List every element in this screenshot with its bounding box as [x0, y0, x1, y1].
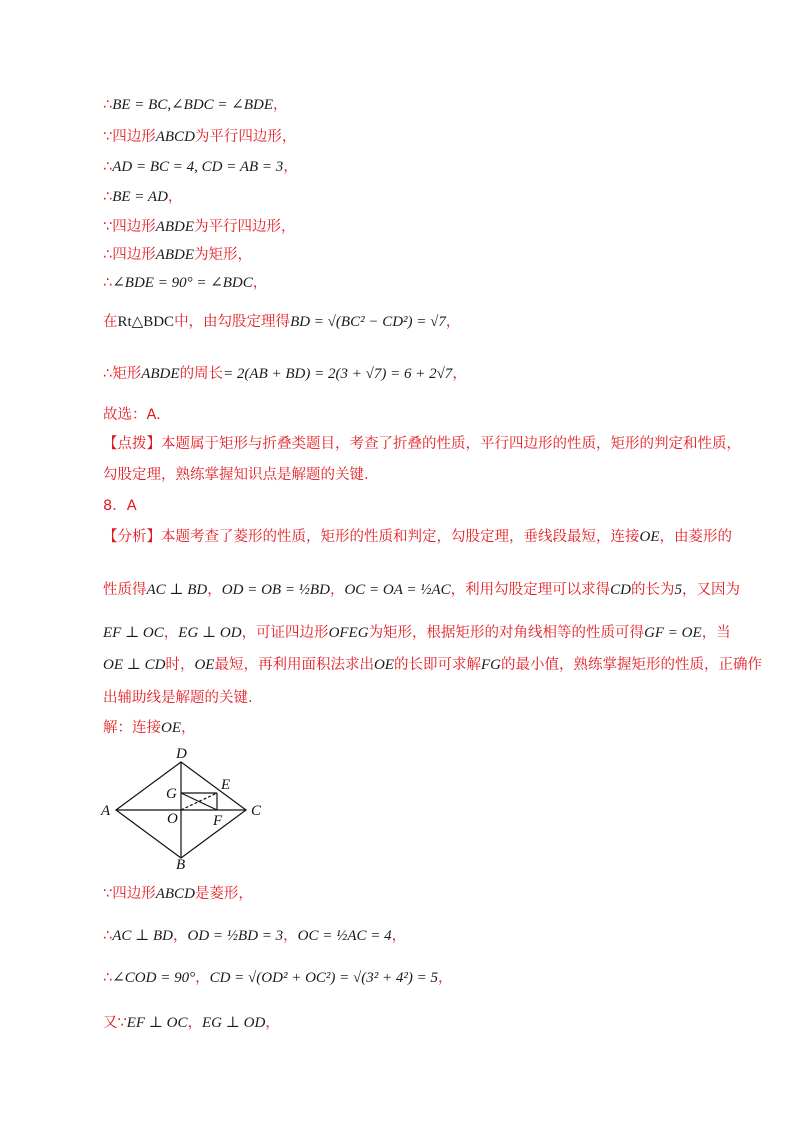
math-expr: OE [373, 657, 394, 673]
dianbo-tag: 【点拨】 [103, 436, 161, 452]
line-suffix: ， [181, 720, 196, 736]
line-prefix: ∵四边形 [103, 129, 156, 145]
math-expr: GF = OE [644, 625, 702, 641]
math-expr: EF ⊥ OC [126, 1015, 188, 1031]
math-expr: OFEG [328, 625, 369, 641]
label-d: D [176, 746, 187, 762]
proof-line-2 [103, 127, 296, 147]
math-expr: ABCD [155, 886, 195, 902]
answer-line: 故选：A. [103, 407, 161, 423]
perimeter-line [103, 364, 467, 384]
proof-line-7 [103, 273, 267, 293]
proof-line-1 [103, 95, 288, 115]
label-e: E [221, 777, 231, 793]
math-expr: BE = BC,∠BDC = ∠BDE [112, 97, 274, 113]
math-expr: ABDE [155, 219, 195, 235]
math-expr: EG ⊥ OD [202, 1015, 266, 1031]
dianbo-line-2: 勾股定理，熟练掌握知识点是解题的关键. [103, 467, 369, 483]
fenxi-tag: 【分析】 [103, 529, 161, 545]
math-expr: ∠BDE = 90° = ∠BDC [112, 275, 253, 291]
fenxi-line-3 [103, 623, 731, 643]
math-expr: AC ⊥ BD [112, 928, 174, 944]
line-suffix: 为矩形， [194, 247, 253, 263]
proof-line-5 [103, 217, 296, 237]
fenxi-text: ， [329, 582, 345, 598]
math-expr: ABDE [155, 247, 195, 263]
label-c: C [251, 803, 262, 819]
fenxi-line-4 [103, 655, 762, 675]
math-expr: Rt△BDC [117, 314, 175, 330]
fenxi-text: ，又因为 [682, 582, 741, 598]
line-suffix: 为平行四边形， [194, 129, 297, 145]
line-suffix: ， [283, 159, 298, 175]
solution-line-2 [103, 926, 406, 946]
math-expr: OD = ½BD = 3 [187, 928, 284, 944]
fenxi-text: ，当 [701, 625, 731, 641]
fenxi-text: 的最小值，熟练掌握矩形的性质，正确作 [500, 657, 762, 673]
fenxi-text: 为矩形，根据矩形的对角线相等的性质可得 [368, 625, 645, 641]
math-expr: CD = √(OD² + OC²) = √(3² + 4²) = 5 [209, 970, 438, 986]
math-expr: OD = OB = ½BD [221, 582, 330, 598]
line-prefix: 解：连接 [103, 720, 161, 736]
line-suffix: ， [167, 189, 183, 205]
dianbo-text: 本题属于矩形与折叠类题目，考查了折叠的性质，平行四边形的性质，矩形的判定和性质， [161, 436, 741, 452]
fenxi-text: 的长为 [631, 582, 675, 598]
fenxi-line-1 [103, 527, 732, 547]
rhombus-diagram [96, 745, 271, 870]
solution-line [103, 718, 196, 738]
line-prefix: ∴ [103, 275, 113, 291]
line-suffix: ， [252, 275, 268, 291]
label-o: O [167, 811, 178, 827]
math-expr: OC = ½AC = 4 [297, 928, 392, 944]
proof-line-3 [103, 157, 298, 177]
line-suffix: ， [445, 314, 461, 330]
line-suffix: 是菱形， [194, 886, 253, 902]
line-text: ， [283, 928, 298, 944]
pythagoras-line [103, 312, 460, 332]
math-expr: OC = OA = ½AC [344, 582, 451, 598]
fenxi-text: 本题考查了菱形的性质，矩形的性质和判定，勾股定理，垂线段最短，连接 [161, 529, 640, 545]
math-expr: OE ⊥ CD [103, 657, 166, 673]
question-8-answer: 8．A [103, 498, 137, 514]
line-prefix: ∵四边形 [103, 219, 156, 235]
line-text: ， [195, 970, 210, 986]
fenxi-text: 性质得 [103, 582, 147, 598]
fenxi-text: ，利用勾股定理可以求得 [450, 582, 611, 598]
line-text: ， [187, 1015, 203, 1031]
line-suffix: ， [273, 97, 288, 113]
math-formula: = 2(AB + BD) = 2(3 + √7) = 6 + 2√7 [223, 366, 453, 382]
math-expr: EF ⊥ OC [103, 625, 164, 641]
line-prefix: ∴ [103, 97, 113, 113]
line-prefix: ∴ [103, 970, 113, 986]
math-expr: 5 [674, 582, 683, 598]
fenxi-text: ， [207, 582, 222, 598]
label-f: F [213, 813, 223, 829]
solution-line-3 [103, 968, 452, 988]
math-formula: BD = √(BC² − CD²) = √7 [290, 314, 446, 330]
line-prefix: ∵四边形 [103, 886, 156, 902]
math-expr: AD = BC = 4, CD = AB = 3 [112, 159, 284, 175]
fenxi-text: ， [163, 625, 179, 641]
line-prefix: ∴ [103, 159, 113, 175]
math-expr: FG [480, 657, 501, 673]
math-expr: EG ⊥ OD [178, 625, 242, 641]
math-expr: ABDE [141, 366, 180, 382]
line-text: 的周长 [179, 366, 224, 382]
line-suffix: 为平行四边形， [194, 219, 296, 235]
line-suffix: ， [437, 970, 453, 986]
math-expr: CD [610, 582, 632, 598]
solution-line-1 [103, 884, 253, 904]
math-expr: ∠COD = 90° [112, 970, 196, 986]
math-expr: OE [161, 720, 181, 736]
solution-line-4 [103, 1013, 280, 1033]
line-text: 中，由勾股定理得 [174, 314, 291, 330]
proof-line-4 [103, 187, 182, 207]
dianbo-line-1 [103, 434, 741, 454]
line-suffix: ， [265, 1015, 280, 1031]
line-prefix: ∴四边形 [103, 247, 156, 263]
label-a: A [101, 803, 111, 819]
line-suffix: ， [452, 366, 467, 382]
proof-line-6 [103, 245, 252, 265]
line-prefix: ∴ [103, 928, 113, 944]
fenxi-line-2 [103, 580, 740, 600]
math-expr: OE [194, 657, 215, 673]
fenxi-text: 时， [165, 657, 195, 673]
math-expr: AC ⊥ BD [146, 582, 208, 598]
math-expr: BE = AD [112, 189, 168, 205]
fenxi-text: 最短，再利用面积法求出 [214, 657, 374, 673]
line-suffix: ， [391, 928, 407, 944]
fenxi-text: ，可证四边形 [241, 625, 329, 641]
label-g: G [166, 786, 177, 802]
fenxi-text: 的长即可求解 [393, 657, 481, 673]
line-prefix: ∴矩形 [103, 366, 142, 382]
line-text: ， [173, 928, 188, 944]
line-prefix: 在 [103, 314, 118, 330]
line-prefix: 又∵ [103, 1015, 127, 1031]
label-b: B [176, 857, 186, 870]
fenxi-line-5: 出辅助线是解题的关键. [103, 690, 253, 706]
fenxi-text: ，由菱形的 [659, 529, 732, 545]
line-prefix: ∴ [103, 189, 113, 205]
math-expr: ABCD [155, 129, 195, 145]
math-expr: OE [639, 529, 660, 545]
